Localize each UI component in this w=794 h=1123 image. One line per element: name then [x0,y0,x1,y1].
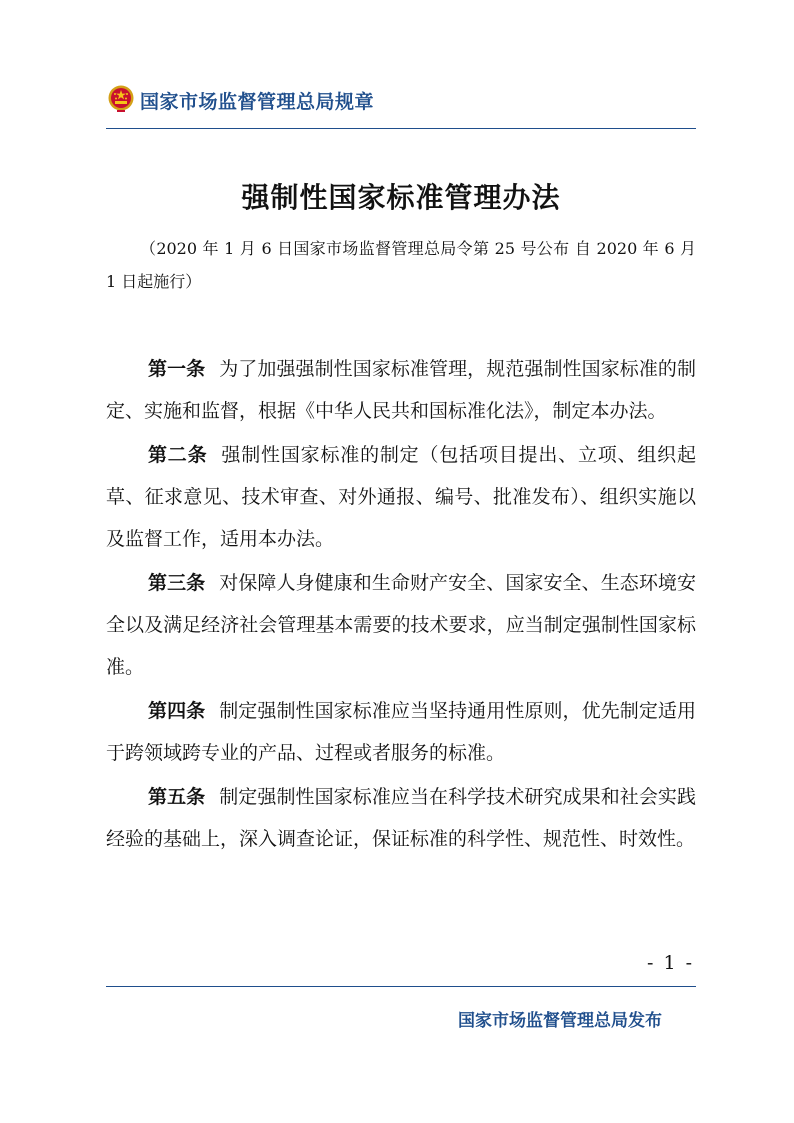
article-text: 为了加强强制性国家标准管理，规范强制性国家标准的制定、实施和监督，根据《中华人民共和国标准化法》，制定本办法。 [106,358,696,422]
document-title: 强制性国家标准管理办法 [241,181,561,214]
article-text: 制定强制性国家标准应当坚持通用性原则，优先制定适用于跨领域跨专业的产品、过程或者服务的标准。 [106,700,696,764]
article-label: 第五条 [148,786,206,808]
article-label: 第一条 [148,358,206,380]
article-text: 对保障人身健康和生命财产安全、国家安全、生态环境安全以及满足经济社会管理基本需要的技术要求，应当制定强制性国家标准。 [106,572,696,678]
issuance-note: （2020 年 1 月 6 日国家市场监督管理总局令第 25 号公布 自 2020 年 6 月 1 日起施行） [106,239,696,291]
page-number: - 1 - [646,952,694,974]
footer-publisher: 国家市场监督管理总局发布 [458,1011,662,1031]
article-2 [106,434,696,560]
footer-divider [106,986,696,987]
article-5 [106,776,696,860]
article-label: 第四条 [148,700,206,722]
page-header [106,84,696,118]
header-divider [106,128,696,129]
national-emblem-icon [106,84,136,114]
article-4 [106,690,696,774]
articles-body [106,348,696,862]
header-title: 国家市场监督管理总局规章 [140,91,375,113]
article-text: 强制性国家标准的制定（包括项目提出、立项、组织起草、征求意见、技术审查、对外通报、编号、批准发布）、组织实施以及监督工作，适用本办法。 [106,444,696,550]
article-3 [106,562,696,688]
article-text: 制定强制性国家标准应当在科学技术研究成果和社会实践经验的基础上，深入调查论证，保证标准的科学性、规范性、时效性。 [106,786,696,850]
article-label: 第三条 [148,572,206,594]
article-1 [106,348,696,432]
article-label: 第二条 [148,444,208,466]
